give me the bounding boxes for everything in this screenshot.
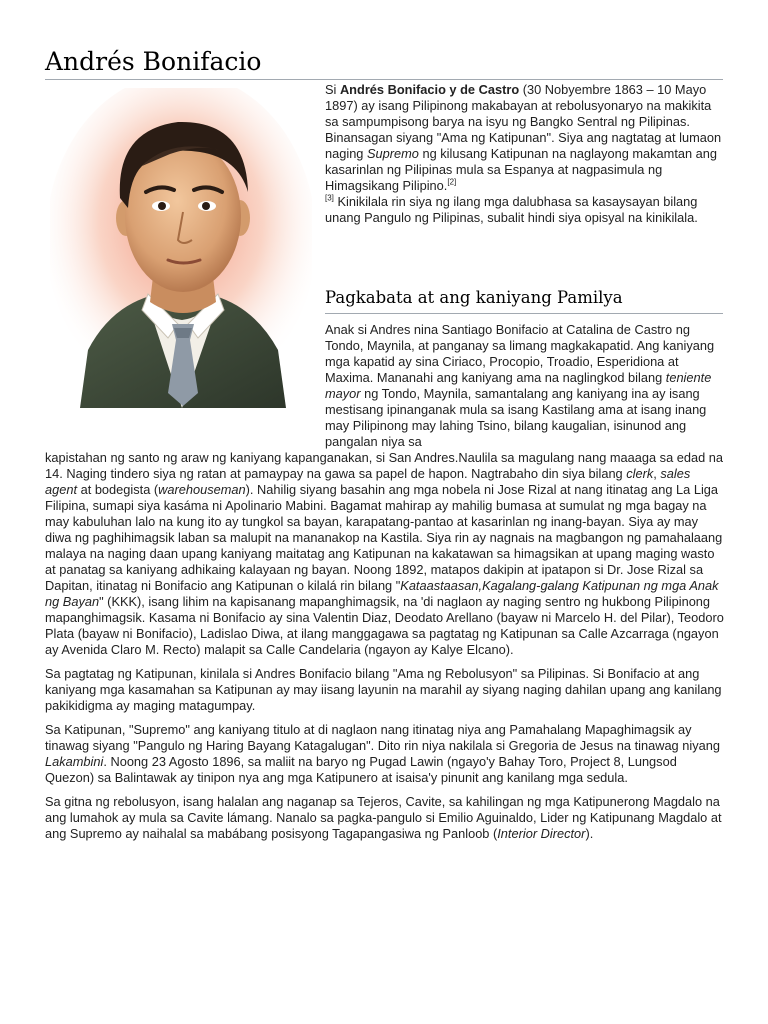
paragraph-4: Sa gitna ng rebolusyon, isang halalan ang naganap sa Tejeros, Cavite, sa kahilingan ng mga Katipunerong Magdalo na ang lumahok ay mula sa Cavite lámang. Nanalo sa pagka-pangulo si Emilio Aguinaldo, Lider ng Katipunang Magdalo at ang Supremo ay naihalal sa mabábang posisyong Tagapangasiwa ng Panloob (Interior Director). <box>45 794 722 841</box>
portrait-image <box>50 88 312 408</box>
paragraph-2: Sa pagtatag ng Katipunan, kinilala si Andres Bonifacio bilang "Ama ng Rebolusyon" sa Pilipinas. Si Bonifacio at ang kaniyang mga kasamahan sa Katipunan ay may iisang layunin na marahil ay siyang naging dahilan upang ang kanilang pakikidigma ay maging matagumpay. <box>45 666 722 713</box>
section-heading: Pagkabata at ang kaniyang Pamilya <box>325 288 623 307</box>
section-paragraph-narrow: Anak si Andres nina Santiago Bonifacio at Catalina de Castro ng Tondo, Maynila, at panganay sa limang magkakapatid. Ang kaniyang mga kapatid ay sina Ciriaco, Procopio, Troadio, Esperidiona at Maxima. Mananahi ang kaniyang ama na naglingkod bilang teniente mayor ng Tondo, Maynila, samantalang ang kaniyang ina ay isang mestisang ipinanganak mula sa isang Kastilang ama at isang inang may Pilipinong may lahing Tsino, bilang kaugalian, isinunod ang pangalan niya sa <box>325 322 715 449</box>
paragraph-1-continued: kapistahan ng santo ng araw ng kaniyang kapanganakan, si San Andres.Naulila sa magulang nang maaaga sa edad na 14. Naging tindero siya ng ratan at pamaypay na gawa sa papel de hapon. Nagtrabaho din siya bilang clerk, sales agent at bodegista (warehouseman). Nahilig siyang basahin ang mga nobela ni Jose Rizal at nang itinatag ang La Liga Filipina, sumapi siya kasáma ni Apolinario Mabini. Bagamat mahirap ay mahilig bumasa at sumulat ng mga bagay na may kabuluhan lalo na kung ito ay tungkol sa bayan, karapatang-pantao at kasarinlan ng inang-bayan. Siya ay may diwa ng paghihimagsik laban sa malupit na mananakop na Kastila. Siya rin ay nagnais na magbangon ng pamahalaang malaya na naging daan upang kaniyang maitatag ang Katipunan na kakatawan sa himagsikan at upang maging wasto at panatag sa kaniyang adhikaing kalayaan ng bayan. Noong 1892, matapos dakipin at ipatapon si Dr. Jose Rizal sa Dapitan, itinatag ni Bonifacio ang Katipunan o kilalá rin bilang "Kataastaasan,Kagalang-galang Katipunan ng mga Anak ng Bayan" (KKK), isang lihim na kapisanang mapanghimagsik, na 'di naglaon ay naging sentro ng hukbong Pilipinong mapanghimagsik. Kasama ni Bonifacio ay sina Valentin Diaz, Deodato Arellano (bayaw ni Marcelo H. del Pilar), Teodoro Plata (bayaw ni Bonifacio), Ladislao Diwa, at ilang manggagawa sa pagtatag ng Katipunan sa Calle Azcarraga (ngayon ay Avenida Claro M. Recto) malapit sa Calle Candelaria (ngayon ay Kalye Elcano). <box>45 450 724 657</box>
intro-paragraph: Si Andrés Bonifacio y de Castro (30 Nobyembre 1863 – 10 Mayo 1897) ay isang Pilipinong makabayan at rebolusyonaryo na makikita sa sampumpisong barya na isyu ng Bangko Sentral ng Pilipinas. Binansagan siyang "Ama ng Katipunan". Siya ang nagtatag at lumaon naging Supremo ng kilusang Katipunan na naglayong makamtan ang kasarinlan ng Pilipinas mula sa Espanya at nagpasimula ng Himagsikang Pilipino.[2] [3] Kinikilala rin siya ng ilang mga dalubhasa sa kasaysayan bilang unang Pangulo ng Pilipinas, subalit hindi siya opisyal na kinikilala. <box>325 82 722 225</box>
reference-link-3[interactable]: [3] <box>325 193 334 203</box>
supremo-term: Supremo <box>366 146 419 161</box>
section-body <box>45 450 725 842</box>
lead-name: Andrés Bonifacio y de Castro <box>339 82 520 97</box>
section-divider <box>325 313 723 314</box>
page-title: Andrés Bonifacio <box>45 47 262 76</box>
kkk-full-name: Kataastaasan,Kagalang-galang Katipunan ng mga Anak ng Bayan <box>45 578 719 609</box>
title-divider <box>45 79 723 80</box>
paragraph-3: Sa Katipunan, "Supremo" ang kaniyang titulo at di naglaon nang itinatag niya ang Pamahalang Mapaghimagsik ay tinawag siyang "Pangulo ng Haring Bayang Katagalugan". Dito rin niya nakilala si Gregoria de Jesus na tinawag niyang Lakambini. Noong 23 Agosto 1896, sa maliit na baryo ng Pugad Lawin (ngayo'y Bahay Toro, Project 8, Lungsod Quezon) sa Balintawak ay tinipon nya ang mga Katipunero at isaisa'y pinunit ang kanilang mga sedula. <box>45 722 720 785</box>
reference-link-2[interactable]: [2] <box>447 177 457 187</box>
